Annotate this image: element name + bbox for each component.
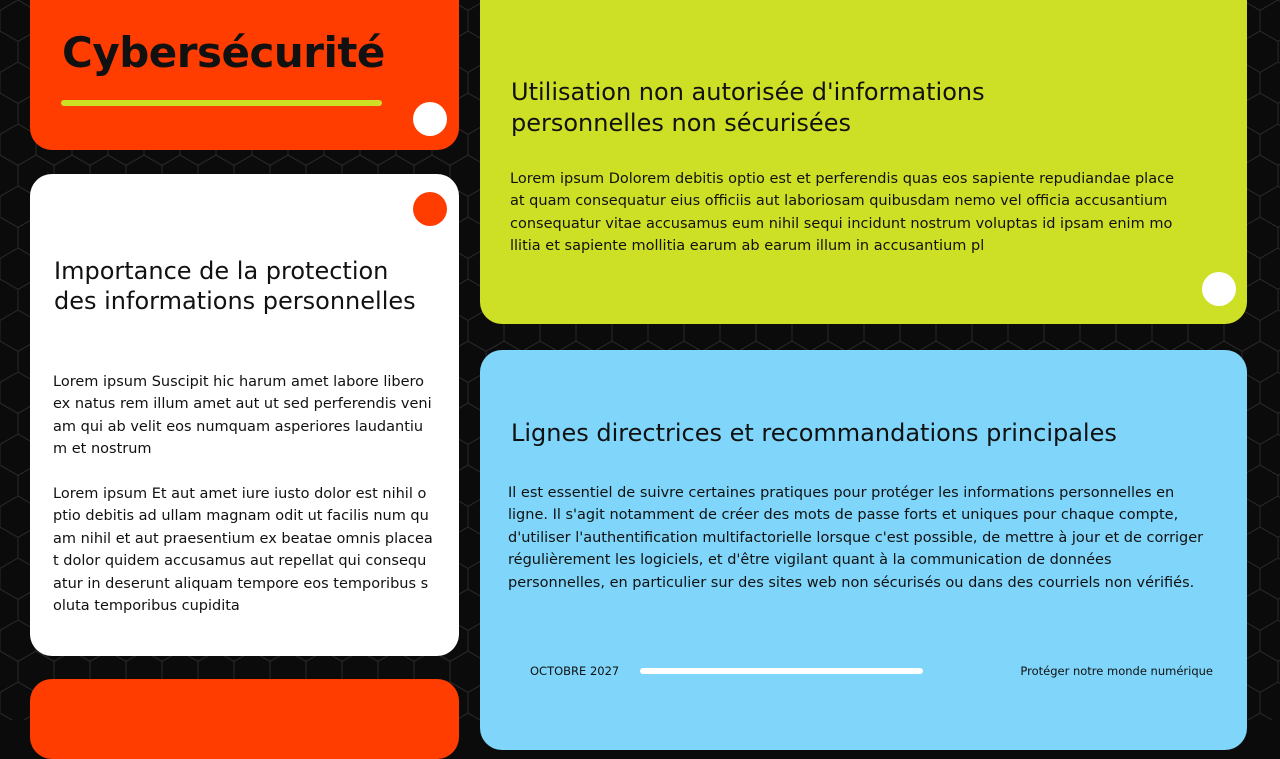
importance-card	[30, 174, 459, 656]
guidelines-card	[480, 350, 1247, 750]
unauthorized-use-card	[480, 0, 1247, 324]
title-underline	[61, 100, 382, 106]
importance-paragraph-2: Lorem ipsum Et aut amet iure iusto dolor est nihil optio debitis ad ullam magnam odit ut facilis num quam nihil et aut praesentium ex beatae omnis placeat dolor quidem accusamus aut repellat qui consequatur in deserunt aliquam tempore eos temporibus soluta temporibus cupidita	[53, 486, 433, 615]
footer-date: OCTOBRE 2027	[530, 664, 620, 678]
footer-divider-bar	[640, 668, 923, 674]
unauthorized-use-heading: Utilisation non autorisée d'informations personnelles non sécurisées	[511, 78, 985, 137]
unauthorized-use-paragraph: Lorem ipsum Dolorem debitis optio est et perferendis quas eos sapiente repudiandae placeat quam consequatur eius officiis aut laboriosam quibusdam nemo vel officia accusantium consequatur vitae accusamus eum nihil sequi incidunt nostrum voluptas id ipsam enim mollitia et sapiente mollitia earum ab earum illum in accusantium pl	[510, 171, 1174, 255]
footer-tagline: Protéger notre monde numérique	[1020, 664, 1213, 678]
importance-heading: Importance de la protection des informations personnelles	[54, 257, 416, 315]
importance-paragraph-1: Lorem ipsum Suscipit hic harum amet labore libero ex natus rem illum amet aut ut sed perferendis veniam qui ab velit eos numquam asperiores laudantium et nostrum	[53, 374, 432, 458]
title-card	[30, 0, 459, 150]
page-title: Cybersécurité	[62, 28, 385, 77]
decorative-dot	[413, 102, 447, 136]
guidelines-heading: Lignes directrices et recommandations principales	[511, 419, 1117, 447]
decorative-dot	[413, 192, 447, 226]
bottom-orange-card	[30, 679, 459, 759]
decorative-dot	[1202, 272, 1236, 306]
guidelines-paragraph: Il est essentiel de suivre certaines pratiques pour protéger les informations personnelles en ligne. Il s'agit notamment de créer des mots de passe forts et uniques pour chaque compte, d'utiliser l'authentification multifactorielle lorsque c'est possible, de mettre à jour et de corriger régulièrement les logiciels, et d'être vigilant quant à la communication de données personnelles, en particulier sur des sites web non sécurisés ou dans des courriels non vérifiés.	[508, 485, 1204, 591]
